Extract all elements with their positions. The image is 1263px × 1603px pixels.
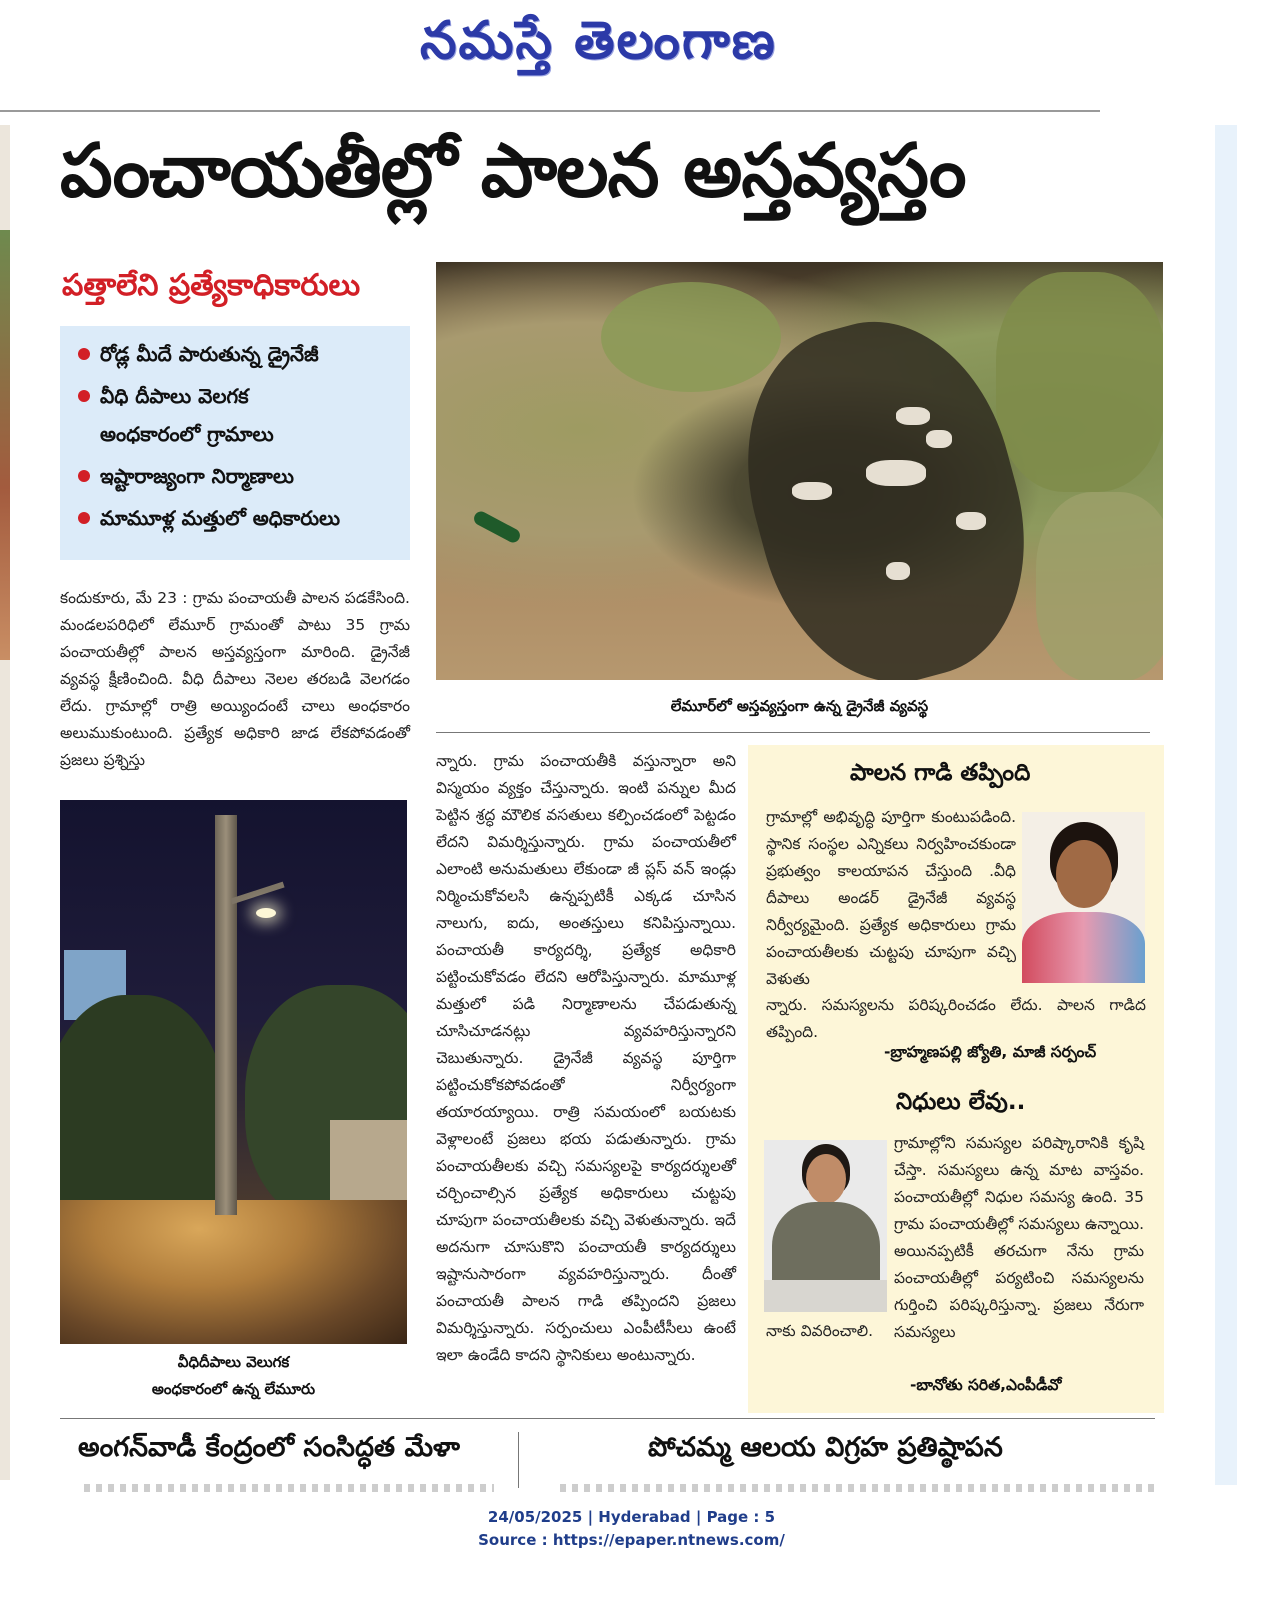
bullet-icon: [78, 512, 90, 524]
cropped-text-right: [560, 1484, 1160, 1492]
drainage-photo: [436, 262, 1163, 680]
masthead-divider: [0, 110, 1100, 112]
adjacent-page-photo: [0, 230, 10, 660]
highlight-item-continuation: అంధకారంలో గ్రామాలు: [100, 422, 274, 446]
article-body-column-2: న్నారు. గ్రామ పంచాయతీకి వస్తున్నారా అని విస్మయం వ్యక్తం చేస్తున్నారు. ఇంటి పన్నుల మీద పెట్టిన శ్రద్ధ మౌలిక వసతులు కల్పించడంలో పెట్టడం లేదని విమర్శిస్తున్నారు. గ్రామ పంచాయతీలో ఎలాంటి అనుమతులు లేకుండా జీ ప్లస్ వన్ ఇండ్లు నిర్మించుకోవలసి ఉన్నప్పటికీ ఎక్కడ చూసిన నాలుగు, ఐదు, అంతస్తులు కనిపిస్తున్నాయి. పంచాయతీ కార్యదర్శి, ప్రత్యేక అధికారి పట్టించుకోవడం లేదని ఆరోపిస్తున్నారు. మామూళ్ల మత్తులో పడి నిర్మాణాలను చేపడుతున్న చూసిచూడనట్లు వ్యవహరిస్తున్నారని చెబుతున్నారు. డ్రైనేజీ వ్యవస్థ పూర్తిగా పట్టించుకోకపోవడంతో నిర్వీర్యంగా తయారయ్యాయి. రాత్రి సమయంలో బయటకు వెళ్లాలంటే ప్రజలు భయ పడుతున్నారు. గ్రామ పంచాయతీలకు వచ్చి సమస్యలపై కార్యదర్శులతో చర్చించాల్సిన ప్రత్యేక అధికారులు చుట్టపు చూపుగా పంచాయతీలకు వచ్చి వెళుతున్నారు. ఇదే అదనుగా చూసుకొని పంచాయతీ కార్యదర్శులు ఇష్టానుసారంగా వ్యవహరిస్తున్నారు. దీంతో పంచాయతీ పాలన గాడి తప్పిందని ప్రజలు విమర్శిస్తున్నారు. సర్పంచులు ఎంపీటీసీలు ఉంటే ఇలా ఉండేది కాదని స్థానికులు అంటున్నారు.: [436, 752, 736, 1364]
bottom-headline-right: పోచమ్మ ఆలయ విగ్రహ ప్రతిష్ఠాపన: [648, 1432, 1003, 1463]
column-divider: [518, 1432, 519, 1488]
bullet-icon: [78, 390, 90, 402]
highlight-item: వీధి దీపాలు వెలగక: [78, 382, 396, 410]
highlight-item: ఇష్టారాజ్యంగా నిర్మాణాలు: [78, 462, 396, 490]
article-headline: పంచాయతీల్లో పాలన అస్తవ్యస్తం: [60, 128, 966, 214]
article-body-column-1: కందుకూరు, మే 23 : గ్రామ పంచాయతీ పాలన పడకేసింది. మండలపరిధిలో లేమూర్ గ్రామంతో పాటు 35 గ్రామ పంచాయతీల్లో పాలన అస్తవ్యస్తంగా మారింది. డ్రైనేజీ వ్యవస్థ క్షీణించింది. వీధి దీపాలు నెలల తరబడి వెలగడం లేదు. గ్రామాల్లో రాత్రి అయ్యిందంటే చాలు అంధకారం అలుముకుంటుంది. ప్రత్యేక అధికారి జాడ లేకపోవడంతో ప్రజలు ప్రశ్నిస్తు: [60, 589, 410, 769]
quote1-signature: -బ్రాహ్మణపల్లి జ్యోతి, మాజీ సర్పంచ్: [884, 1043, 1097, 1061]
bottom-headline-left: అంగన్‌వాడీ కేంద్రంలో సంసిద్ధత మేళా: [78, 1432, 460, 1463]
highlight-item: మామూళ్ల మత్తులో అధికారులు: [78, 504, 396, 532]
bullet-icon: [78, 348, 90, 360]
highlights-box: [60, 326, 410, 560]
cropped-text-left: [84, 1484, 494, 1492]
masthead: [0, 0, 1100, 110]
night-photo-caption-line-2: అంధకారంలో ఉన్న లేమూరు: [151, 1380, 316, 1398]
quote2-title: నిధులు లేవు..: [896, 1089, 1026, 1115]
section-divider: [436, 732, 1150, 733]
quote1-text: గ్రామాల్లో అభివృద్ధి పూర్తిగా కుంటుపడింది. స్థానిక సంస్థల ఎన్నికలు నిర్వహించకుండా ప్రభుత్వం కాలయాపన చేస్తుంది .వీధి దీపాలు అండర్ డ్రైనేజీ వ్యవస్థ నిర్వీర్యమైంది. ప్రత్యేక అధికారులు గ్రామ పంచాయతీలకు చుట్టపు చూపుగా వచ్చి వెళుతు: [766, 808, 1016, 988]
portrait-former-sarpanch: [1022, 812, 1145, 983]
street-lamp: [256, 908, 276, 918]
bullet-icon: [78, 470, 90, 482]
quote2-signature: -బానోతు సరిత,ఎంపీడీవో: [910, 1376, 1062, 1394]
quote2-text-continued: నాకు వివరించాలి.: [766, 1322, 874, 1340]
adjacent-page-edge-right: [1215, 125, 1237, 1485]
drainage-photo-caption: లేమూర్‌లో అస్తవ్యస్తంగా ఉన్న డ్రైనేజీ వ్యవస్థ: [670, 697, 929, 715]
newspaper-logo: నమస్తే తెలంగాణ: [420, 10, 777, 71]
bottom-divider: [60, 1418, 1155, 1419]
article-kicker: పత్తాలేని ప్రత్యేకాధికారులు: [62, 268, 361, 303]
electric-pole: [215, 815, 237, 1215]
streetlight-night-photo: [60, 800, 407, 1344]
portrait-mpdo: [764, 1140, 887, 1312]
night-photo-caption-line-1: వీధిదీపాలు వెలుగక: [177, 1353, 290, 1371]
quote2-text: గ్రామాల్లోని సమస్యల పరిష్కారానికి కృషి చేస్తా. సమస్యలు ఉన్న మాట వాస్తవం. పంచాయతీల్లో నిధుల సమస్య ఉంది. 35 గ్రామ పంచాయతీల్లో సమస్యలు ఉన్నాయి. అయినప్పటికీ తరచుగా నేను గ్రామ పంచాయతీల్లో పర్యటించి సమస్యలను గుర్తించి పరిష్కరిస్తున్నా. ప్రజలు నేరుగా సమస్యలు: [894, 1134, 1144, 1341]
highlight-item: రోడ్ల మీదే పారుతున్న డ్రైనేజీ: [78, 340, 396, 368]
bottle-in-photo: [472, 509, 523, 545]
footer-source: Source : https://epaper.ntnews.com/: [478, 1531, 785, 1549]
footer-date-page: 24/05/2025 | Hyderabad | Page : 5: [487, 1508, 776, 1526]
quote1-text-continued: న్నారు. సమస్యలను పరిష్కరించడం లేదు. పాలన గాడిద తప్పింది.: [766, 996, 1146, 1041]
quote1-title: పాలన గాడి తప్పింది: [850, 760, 1031, 786]
